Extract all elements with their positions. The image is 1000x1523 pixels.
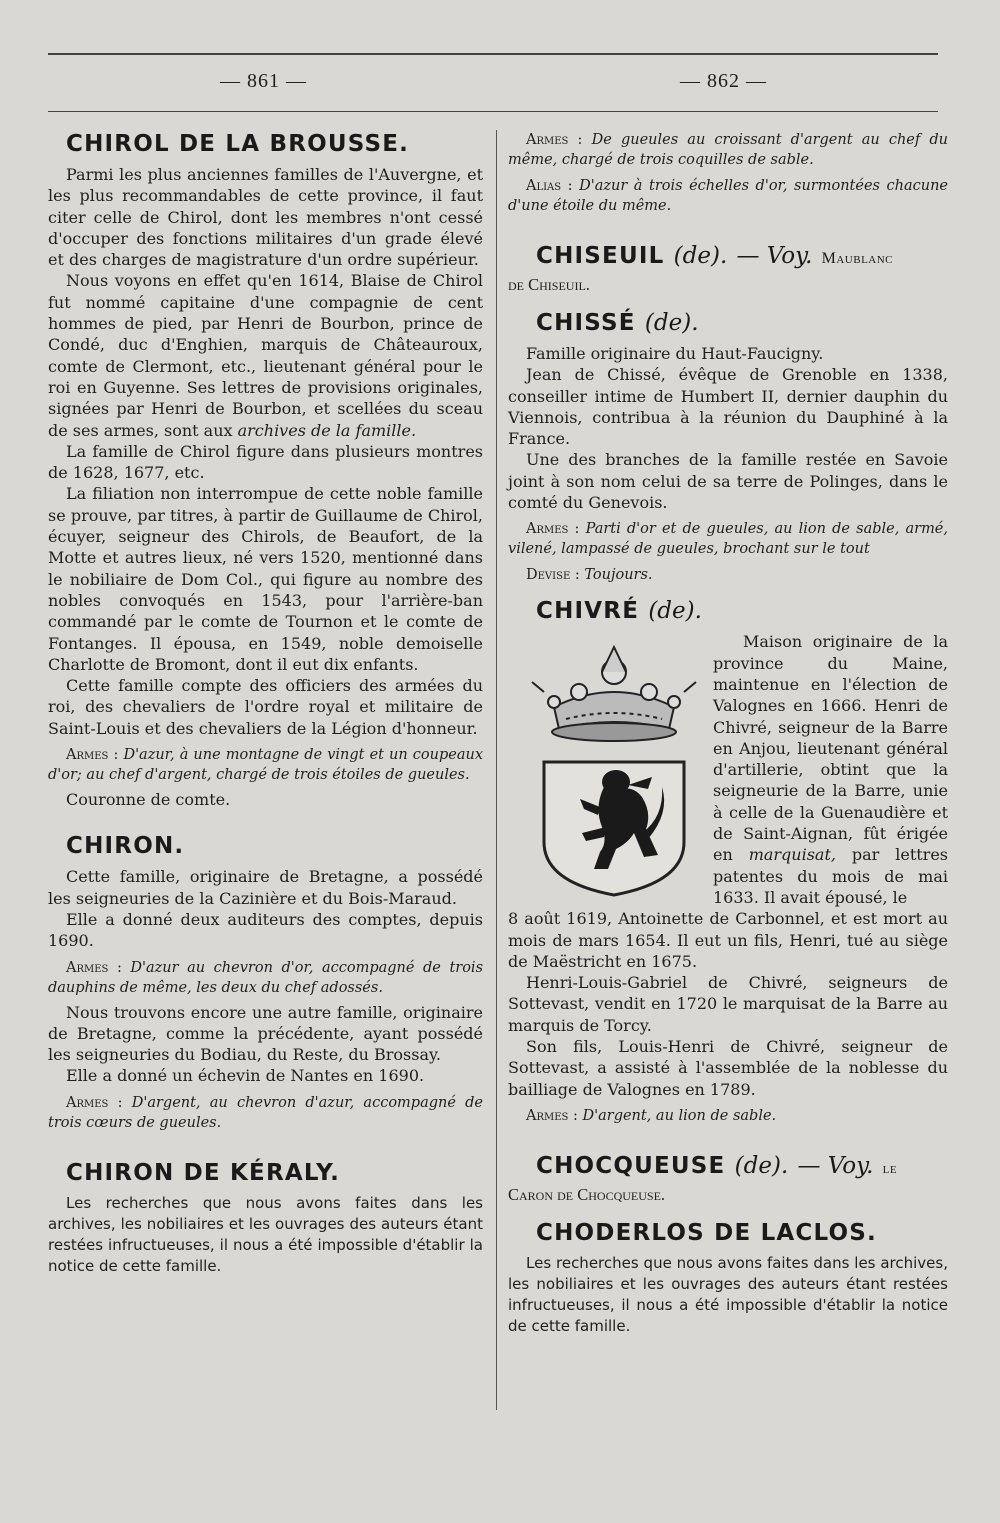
header-rule-bottom	[48, 111, 938, 112]
column-divider	[496, 130, 497, 1410]
paragraph: Jean de Chissé, évêque de Grenoble en 1338, conseiller intime de Humbert II, dernier dauphin du Viennois, contribua à la réunion du Dauphiné à la France.	[508, 365, 948, 449]
paragraph: Son fils, Louis-Henri de Chivré, seigneur de Sottevast, a assisté à l'assemblée de la noblesse du bailliage de Valognes en 1789.	[508, 1037, 948, 1099]
paragraph: Cette famille compte des officiers des armées du roi, des chevaliers de l'ordre royal et militaire de Saint-Louis et des chevaliers de la Légion d'honneur.	[48, 676, 483, 738]
devise-line: Devise : Toujours.	[526, 567, 653, 584]
armes-line: Armes : Parti d'or et de gueules, au lion de sable, armé, vilené, lampassé de gueules, brochant sur le tout	[508, 521, 949, 558]
paragraph: Maison originaire de la province du Maine, maintenue en l'élection de Valognes en 1666. Henri de Chivré, seigneur de la Barre en Anjou, lieutenant général d'artillerie, obtint que la seigneurie de la Barre, unie à celle de la Guenaudière et de Saint-Aignan, fût érigée en marquisat, par lettres patentes du mois de mai 1633. Il avait épousé, le	[713, 632, 949, 907]
armes-line: Armes : D'argent, au chevron d'azur, accompagné de trois cœurs de gueules.	[48, 1094, 484, 1131]
header-rule-top	[48, 53, 938, 55]
paragraph: Henri-Louis-Gabriel de Chivré, seigneurs de Sottevast, vendit en 1720 le marquisat de la Barre au marquis de Torcy.	[508, 973, 948, 1035]
entry-title-choderlos: CHODERLOS DE LACLOS.	[536, 1219, 877, 1246]
paragraph: Parmi les plus anciennes familles de l'Auvergne, et les plus recommandables de cette province, il faut citer celle de Chirol, dont les membres n'ont cessé d'occuper des fonctions militaires d'un grade élevé et des charges de magistrature d'un ordre supérieur.	[48, 165, 483, 270]
paragraph: Les recherches que nous avons faites dans les archives, les nobiliaires et les ouvrages des auteurs étant restées infructueuses, il nous a été impossible d'établir la notice de cette famille.	[48, 1193, 483, 1275]
paragraph: Une des branches de la famille restée en Savoie joint à son nom celui de sa terre de Polinges, dans le comté du Genevois.	[508, 450, 948, 513]
paragraph: Nous trouvons encore une autre famille, originaire de Bretagne, comme la précédente, ayant possédé les seigneuries du Bodiau, du Reste, du Brossay.	[48, 1002, 483, 1065]
armes-line: Armes : D'argent, au lion de sable.	[526, 1107, 777, 1124]
left-column	[48, 130, 483, 1277]
entry-title-chirol-brousse: CHIROL DE LA BROUSSE.	[66, 131, 410, 157]
entry-reference: de Chiseuil.	[508, 275, 590, 294]
entry-title-chiron: CHIRON.	[66, 833, 185, 860]
right-column	[508, 130, 948, 1337]
paragraph: La filiation non interrompue de cette noble famille se prouve, par titres, à partir de Guillaume de Chirol, écuyer, seigneur des Chirols, de Beaufort, de la Motte et autres lieux, né vers 1520, mentionné dans le nobiliaire de Dom Col., qui figure au nombre des nobles convoqués en 1543, pour l'arrière-ban commandé par le comte de Tournon et le comte de Fontanges. Il épousa, en 1549, noble demoiselle Charlotte de Bromont, dont il eut dix enfants.	[48, 484, 483, 674]
entry-reference: Caron de Chocqueuse.	[508, 1184, 666, 1204]
armes-line: Armes : D'azur, à une montagne de vingt et un coupeaux d'or; au chef d'argent, chargé de trois étoiles de gueules.	[48, 747, 484, 784]
page-number-right: — 862 —	[680, 70, 767, 92]
chivre-wrapped-text	[713, 631, 948, 908]
paragraph: Les recherches que nous avons faites dans les archives, les nobiliaires et les ouvrages des auteurs étant restées infructueuses, il nous a été impossible d'établir la notice de cette famille.	[508, 1253, 948, 1335]
paragraph: Elle a donné un échevin de Nantes en 1690.	[66, 1066, 425, 1086]
entry-title-chocqueuse: CHOCQUEUSE (de). — Voy. le	[536, 1152, 898, 1179]
entry-title-chivre: CHIVRÉ (de).	[536, 598, 702, 625]
paragraph: Elle a donné deux auditeurs des comptes, depuis 1690.	[48, 909, 483, 951]
paragraph: Famille originaire du Haut-Faucigny.	[526, 344, 824, 363]
entry-title-chiron-keraly: CHIRON DE KÉRALY.	[66, 1159, 341, 1186]
armes-line: Armes : De gueules au croissant d'argent au chef du même, chargé de trois coquilles de sable.	[508, 132, 949, 168]
paragraph: Cette famille, originaire de Bretagne, a possédé les seigneuries de la Cazinière et du Bois-Maraud.	[48, 867, 483, 908]
alias-line: Alias : D'azur à trois échelles d'or, surmontées chacune d'une étoile du même.	[508, 178, 949, 214]
entry-title-chisse: CHISSÉ (de).	[536, 310, 699, 336]
coat-of-arms-icon	[524, 637, 704, 897]
paragraph: Nous voyons en effet qu'en 1614, Blaise de Chirol fut nommé capitaine d'une compagnie de cent hommes de pied, par Henri de Bourbon, prince de Condé, duc d'Enghien, marquis de Châteauroux, comte de Clermont, etc., lieutenant général pour le roi en Guyenne. Ses lettres de provisions originales, signées par Henri de Bourbon, et scellées du sceau de ses armes, sont aux archives de la famille.	[48, 271, 483, 440]
paragraph: 8 août 1619, Antoinette de Carbonnel, et est mort au mois de mars 1654. Il eut un fils, Henri, tué au siège de Maëstricht en 1675.	[508, 909, 948, 971]
entry-title-chiseuil: CHISEUIL (de). — Voy. Maublanc	[536, 243, 894, 269]
paragraph: Couronne de comte.	[66, 790, 231, 810]
page-number-left: — 861 —	[220, 70, 307, 92]
armes-line: Armes : D'azur au chevron d'or, accompagné de trois dauphins de même, les deux du chef adossés.	[48, 959, 484, 996]
paragraph: La famille de Chirol figure dans plusieurs montres de 1628, 1677, etc.	[48, 441, 483, 483]
